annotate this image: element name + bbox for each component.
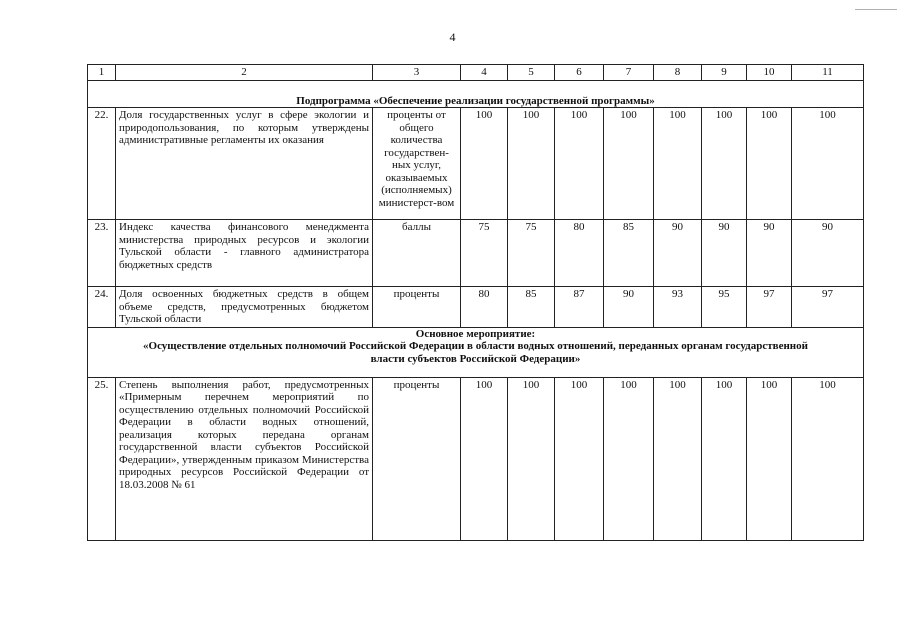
value-cell: 80 <box>461 287 508 328</box>
indicator-description: Индекс качества финансового менеджмента министерства природных ресурсов и экологии Тульской области - главного администратора бюджетных средств <box>116 220 373 287</box>
value-cell: 100 <box>654 377 702 540</box>
column-number-row <box>88 65 864 81</box>
value-cell: 93 <box>654 287 702 328</box>
value-cell: 100 <box>792 108 864 220</box>
value-cell: 100 <box>461 108 508 220</box>
value-cell: 80 <box>555 220 604 287</box>
column-number: 2 <box>116 65 373 81</box>
value-cell: 100 <box>508 108 555 220</box>
value-cell: 100 <box>555 377 604 540</box>
main-activity-title: «Осуществление отдельных полномочий Российской Федерации в области водных отношений, переданных органам государственной власти субъектов Российской Федерации» <box>143 340 808 365</box>
value-cell: 87 <box>555 287 604 328</box>
column-number: 7 <box>604 65 654 81</box>
subprogram-title: Подпрограмма «Обеспечение реализации государственной программы» <box>88 80 864 108</box>
column-number: 3 <box>373 65 461 81</box>
value-cell: 100 <box>654 108 702 220</box>
unit-of-measure: проценты <box>373 377 461 540</box>
value-cell: 100 <box>747 108 792 220</box>
corner-rule <box>855 9 897 10</box>
value-cell: 100 <box>555 108 604 220</box>
value-cell: 90 <box>604 287 654 328</box>
unit-of-measure: проценты от общего количества государствен-ных услуг, оказываемых (исполняемых) министерст-вом <box>373 108 461 220</box>
row-number: 24. <box>88 287 116 328</box>
subprogram-row <box>88 80 864 108</box>
value-cell: 75 <box>461 220 508 287</box>
main-activity-heading <box>88 327 864 377</box>
column-number: 1 <box>88 65 116 81</box>
value-cell: 100 <box>604 377 654 540</box>
unit-of-measure: проценты <box>373 287 461 328</box>
value-cell: 97 <box>792 287 864 328</box>
value-cell: 100 <box>792 377 864 540</box>
column-number: 11 <box>792 65 864 81</box>
value-cell: 95 <box>702 287 747 328</box>
column-number: 9 <box>702 65 747 81</box>
column-number: 5 <box>508 65 555 81</box>
value-cell: 100 <box>702 377 747 540</box>
main-activity-label: Основное мероприятие: <box>415 327 536 340</box>
value-cell: 90 <box>792 220 864 287</box>
row-number: 23. <box>88 220 116 287</box>
column-number: 4 <box>461 65 508 81</box>
indicator-description: Доля освоенных бюджетных средств в общем объеме средств, предусмотренных бюджетом Тульской области <box>116 287 373 328</box>
indicators-table <box>87 64 864 541</box>
value-cell: 100 <box>747 377 792 540</box>
page-number: 4 <box>449 30 456 44</box>
value-cell: 90 <box>702 220 747 287</box>
main-activity-row <box>88 327 864 377</box>
value-cell: 100 <box>508 377 555 540</box>
table-row <box>88 220 864 287</box>
value-cell: 100 <box>604 108 654 220</box>
value-cell: 90 <box>747 220 792 287</box>
indicator-description: Доля государственных услуг в сфере экологии и природопользования, по которым утверждены административные регламенты их оказания <box>116 108 373 220</box>
column-number: 6 <box>555 65 604 81</box>
column-number: 10 <box>747 65 792 81</box>
table-row <box>88 377 864 540</box>
table-row <box>88 108 864 220</box>
unit-of-measure: баллы <box>373 220 461 287</box>
value-cell: 85 <box>604 220 654 287</box>
table-row <box>88 287 864 328</box>
value-cell: 100 <box>461 377 508 540</box>
value-cell: 90 <box>654 220 702 287</box>
column-number: 8 <box>654 65 702 81</box>
value-cell: 85 <box>508 287 555 328</box>
value-cell: 100 <box>702 108 747 220</box>
row-number: 25. <box>88 377 116 540</box>
value-cell: 75 <box>508 220 555 287</box>
row-number: 22. <box>88 108 116 220</box>
value-cell: 97 <box>747 287 792 328</box>
indicator-description: Степень выполнения работ, предусмотренных «Примерным перечнем мероприятий по осуществлению отдельных полномочий Российской Федерации в области водных отношений, реализация которых передана органам государственной власти субъектов Российской Федерации», утвержденным приказом Министерства природных ресурсов Российской Федерации от 18.03.2008 № 61 <box>116 377 373 540</box>
